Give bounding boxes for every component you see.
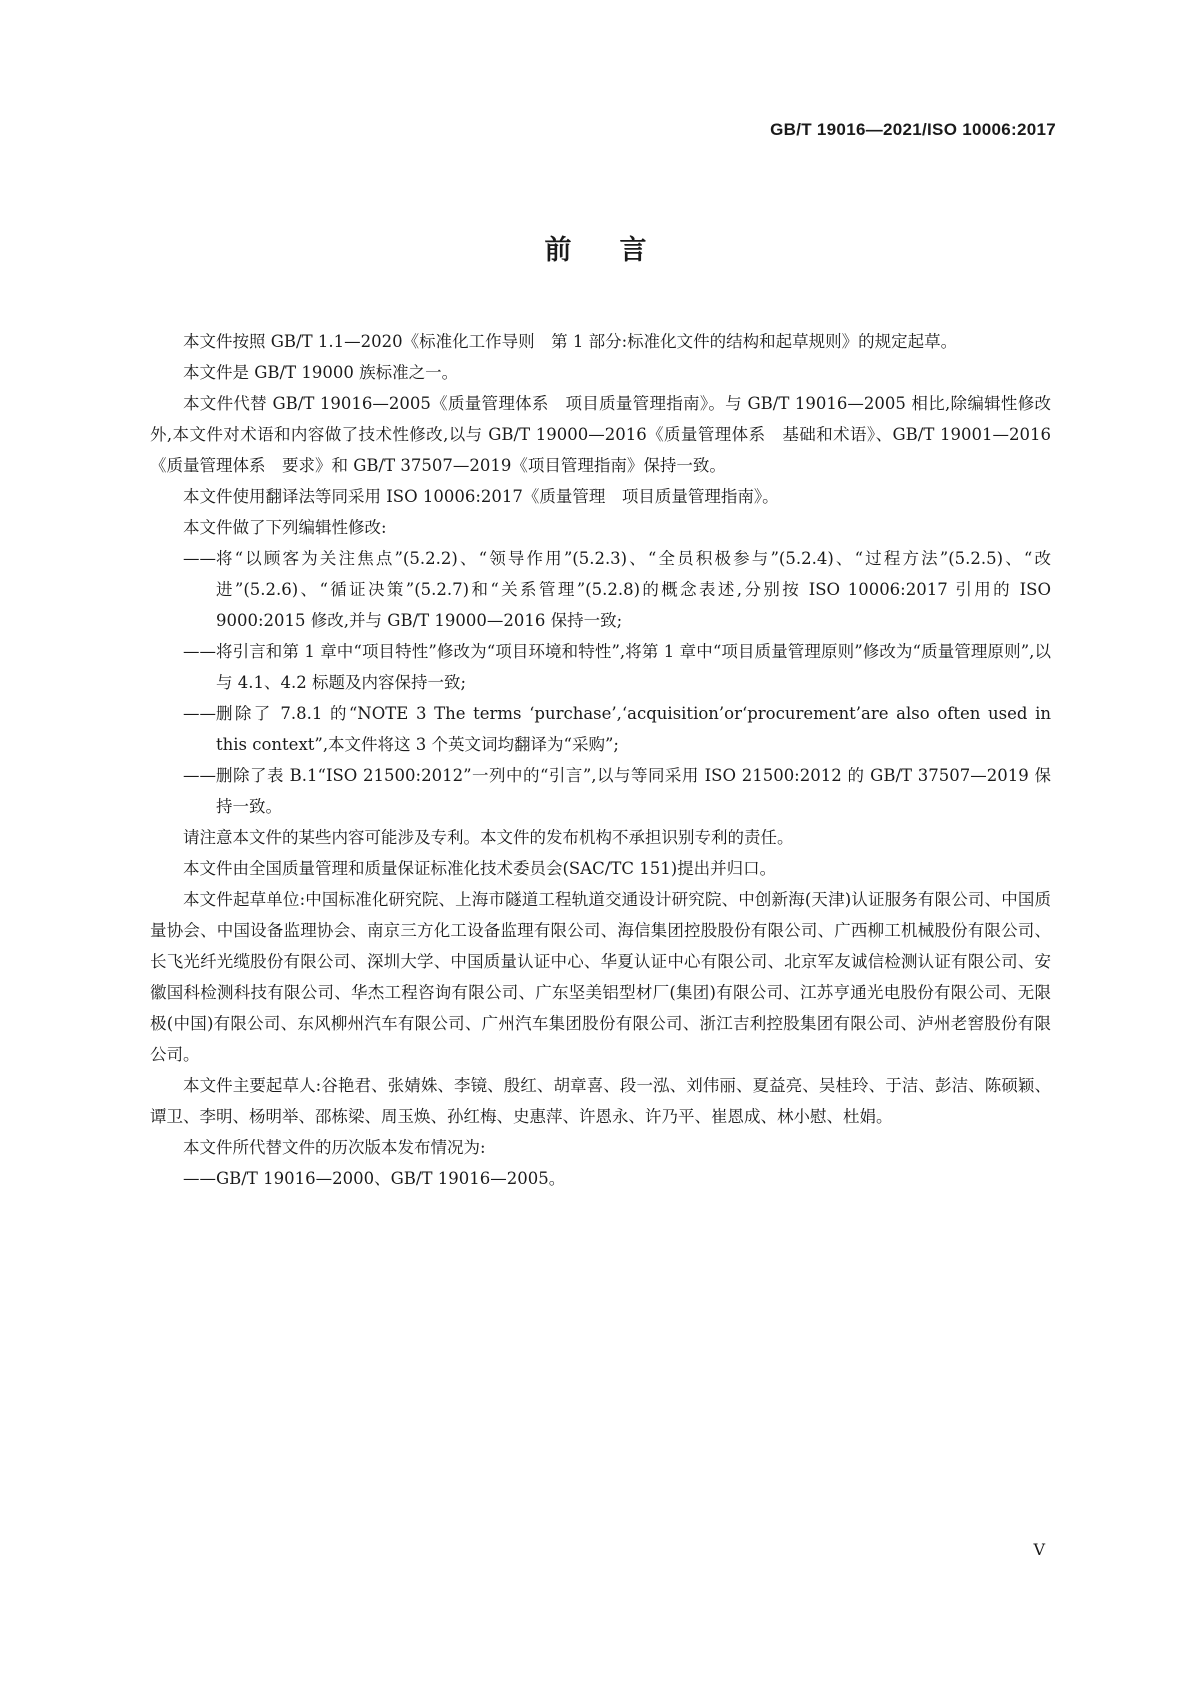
history-list	[150, 1163, 1051, 1194]
paragraph-patent-notice: 请注意本文件的某些内容可能涉及专利。本文件的发布机构不承担识别专利的责任。	[183, 828, 794, 847]
list-item-text: GB/T 19016—2000、GB/T 19016—2005。	[216, 1169, 566, 1188]
list-item-text: 将“以顾客为关注焦点”(5.2.2)、“领导作用”(5.2.3)、“全员积极参与”(5.2.4)、“过程方法”(5.2.5)、“改进”(5.2.6)、“循证决策”(5.2.7)和“关系管理”(5.2.8)的概念表述,分别按 ISO 10006:2017 引用的 ISO 9000:2015 修改,并与 GB/T 19000—2016 保持一致;	[216, 549, 1051, 630]
paragraph-edits-intro: 本文件做了下列编辑性修改:	[183, 518, 387, 537]
page-number: V	[1033, 1540, 1045, 1559]
list-item-text: 删除了表 B.1“ISO 21500:2012”一列中的“引言”,以与等同采用 ISO 21500:2012 的 GB/T 37507—2019 保持一致。	[216, 766, 1051, 816]
foreword-body	[150, 326, 1051, 1194]
list-item	[183, 1163, 1051, 1194]
page-title: 前言	[544, 235, 695, 266]
paragraph-committee: 本文件由全国质量管理和质量保证标准化技术委员会(SAC/TC 151)提出并归口。	[183, 859, 777, 878]
list-item-text: 将引言和第 1 章中“项目特性”修改为“项目环境和特性”,将第 1 章中“项目质量管理原则”修改为“质量管理原则”,以与 4.1、4.2 标题及内容保持一致;	[216, 642, 1051, 692]
list-item	[183, 636, 1051, 698]
dash-marker: ——	[183, 642, 216, 661]
paragraph-drafting-units: 本文件起草单位:中国标准化研究院、上海市隧道工程轨道交通设计研究院、中创新海(天津)认证服务有限公司、中国质量协会、中国设备监理协会、南京三方化工设备监理有限公司、海信集团控股股份有限公司、广西柳工机械股份有限公司、长飞光纤光缆股份有限公司、深圳大学、中国质量认证中心、华夏认证中心有限公司、北京军友诚信检测认证有限公司、安徽国科检测科技有限公司、华杰工程咨询有限公司、广东坚美铝型材厂(集团)有限公司、江苏亨通光电股份有限公司、无限极(中国)有限公司、东风柳州汽车有限公司、广州汽车集团股份有限公司、浙江吉利控股集团有限公司、泸州老窖股份有限公司。	[150, 890, 1051, 1064]
dash-marker: ——	[183, 704, 216, 723]
paragraph-history-intro: 本文件所代替文件的历次版本发布情况为:	[183, 1138, 486, 1157]
list-item	[183, 698, 1051, 760]
paragraph-drafters: 本文件主要起草人:谷艳君、张婧姝、李镜、殷红、胡章喜、段一泓、刘伟丽、夏益亮、吴桂玲、于洁、彭洁、陈硕颖、谭卫、李明、杨明举、邵栋梁、周玉焕、孙红梅、史惠萍、许恩永、许乃平、崔恩成、林小慰、杜娟。	[150, 1076, 1051, 1126]
paragraph-series: 本文件是 GB/T 19000 族标准之一。	[183, 363, 459, 382]
dash-marker: ——	[183, 549, 216, 568]
list-item	[183, 543, 1051, 636]
paragraph-drafting-rules: 本文件按照 GB/T 1.1—2020《标准化工作导则 第 1 部分:标准化文件的结构和起草规则》的规定起草。	[183, 332, 958, 351]
standard-code-header: GB/T 19016—2021/ISO 10006:2017	[770, 120, 1056, 139]
list-item	[183, 760, 1051, 822]
paragraph-replacement: 本文件代替 GB/T 19016—2005《质量管理体系 项目质量管理指南》。与 GB/T 19016—2005 相比,除编辑性修改外,本文件对术语和内容做了技术性修改,以与 GB/T 19000—2016《质量管理体系 基础和术语》、GB/T 19001—2016《质量管理体系 要求》和 GB/T 37507—2019《项目管理指南》保持一致。	[150, 394, 1051, 475]
edits-list	[150, 543, 1051, 822]
paragraph-adoption: 本文件使用翻译法等同采用 ISO 10006:2017《质量管理 项目质量管理指南》。	[183, 487, 779, 506]
dash-marker: ——	[183, 766, 216, 785]
list-item-text: 删除了 7.8.1 的“NOTE 3 The terms ‘purchase’,‘acquisition’or‘procurement’are also often used in this context”,本文件将这 3 个英文词均翻译为“采购”;	[216, 704, 1051, 754]
dash-marker: ——	[183, 1169, 216, 1188]
